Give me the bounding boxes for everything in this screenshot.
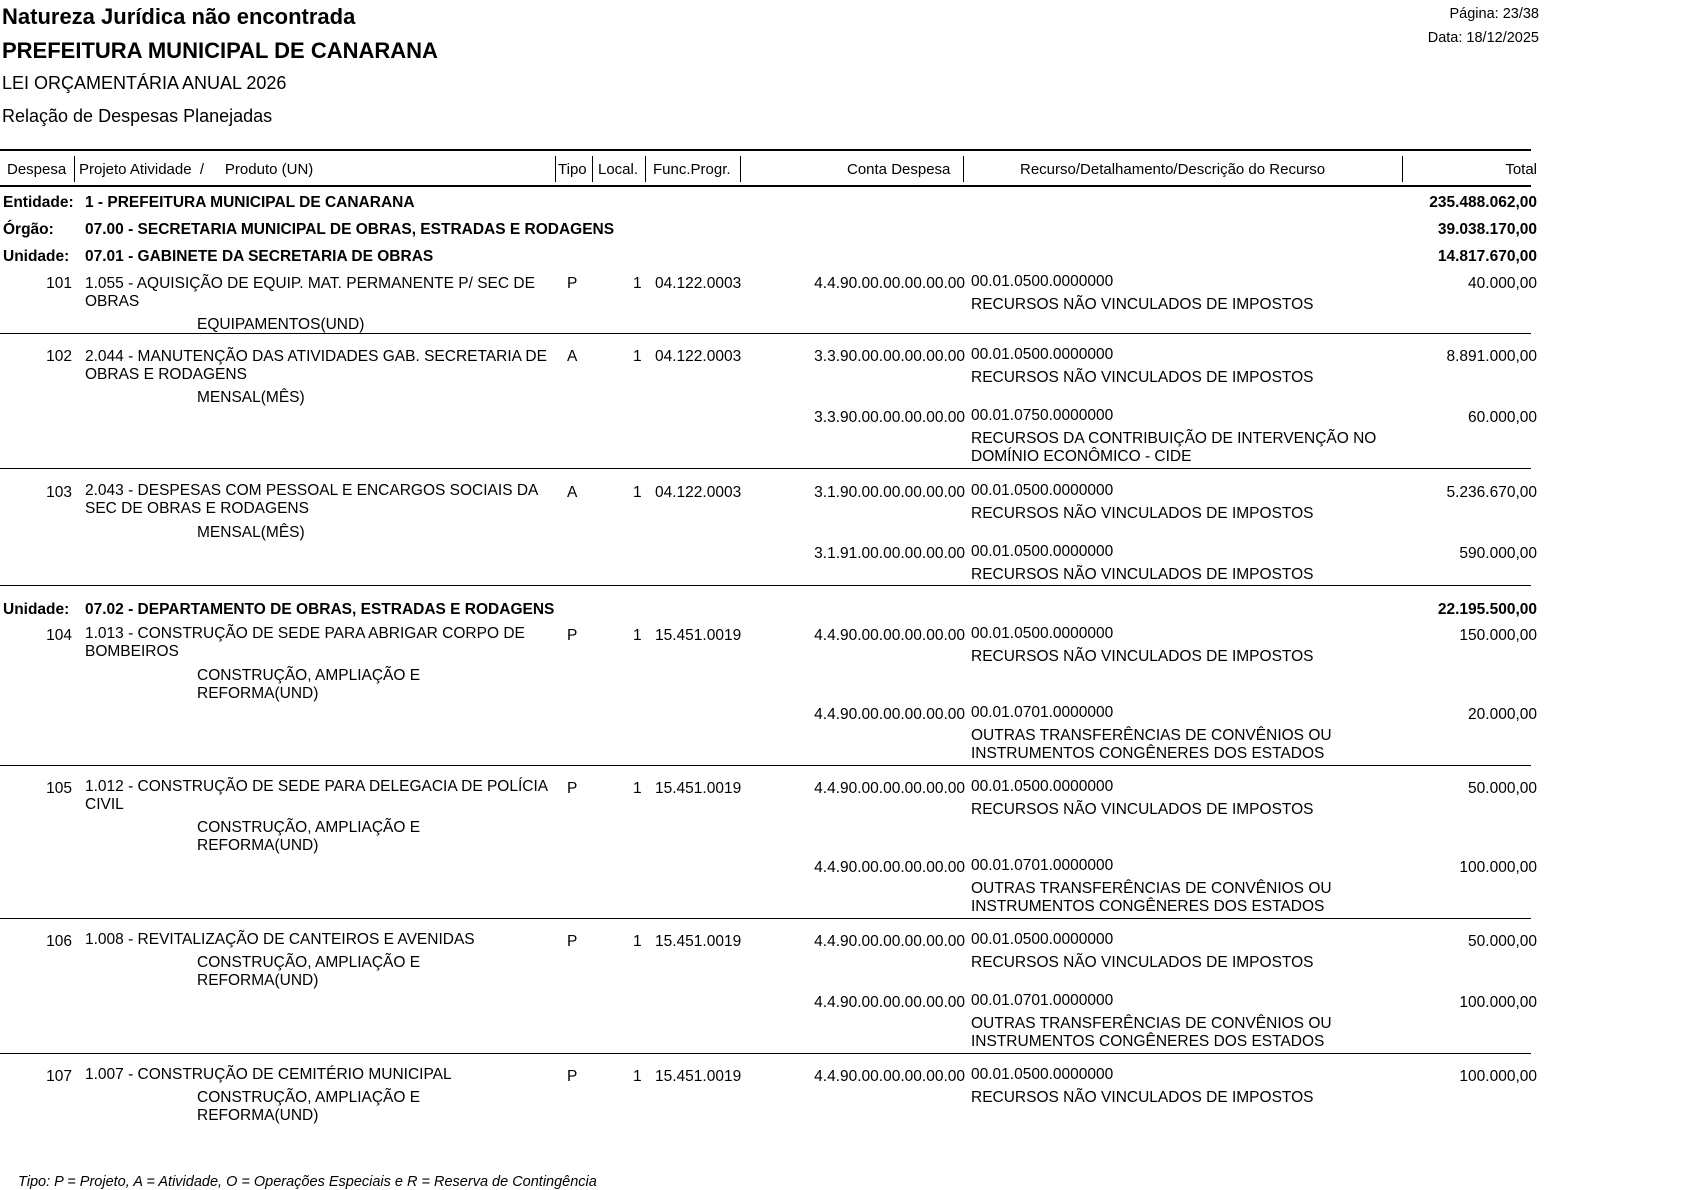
col-header-local: Local. [598,161,639,178]
recurso-code: 00.01.0701.0000000 [971,992,1114,1009]
recurso-description: RECURSOS NÃO VINCULADOS DE IMPOSTOS [971,369,1314,386]
recurso-code: 00.01.0500.0000000 [971,625,1114,642]
recurso-code: 00.01.0500.0000000 [971,543,1114,560]
local-code: 1 [633,780,642,797]
row-separator [0,918,1531,919]
recurso-description: RECURSOS NÃO VINCULADOS DE IMPOSTOS [971,1089,1314,1106]
line-total: 60.000,00 [1468,409,1537,426]
col-divider [74,156,75,182]
func-progr: 15.451.0019 [655,780,742,797]
conta-despesa: 4.4.90.00.00.00.00.00 [814,627,965,644]
line-total: 590.000,00 [1459,545,1537,562]
projeto-description: 1.013 - CONSTRUÇÃO DE SEDE PARA ABRIGAR CORPO DE BOMBEIROS [85,625,525,660]
line-total: 100.000,00 [1459,859,1537,876]
col-header-projeto: Projeto Atividade / Produto (UN) [79,161,314,178]
line-total: 50.000,00 [1468,933,1537,950]
recurso-description: OUTRAS TRANSFERÊNCIAS DE CONVÊNIOS OU INSTRUMENTOS CONGÊNERES DOS ESTADOS [971,727,1332,762]
line-total: 100.000,00 [1459,994,1537,1011]
func-progr: 04.122.0003 [655,484,742,501]
produto-unit: CONSTRUÇÃO, AMPLIAÇÃO E REFORMA(UND) [197,954,421,989]
func-progr: 04.122.0003 [655,348,742,365]
entidade-label: Entidade: [3,194,74,211]
despesa-number: 105 [46,780,72,797]
recurso-description: RECURSOS NÃO VINCULADOS DE IMPOSTOS [971,566,1314,583]
conta-despesa: 3.1.91.00.00.00.00.00 [814,545,965,562]
header-top-rule [0,149,1531,151]
line-total: 8.891.000,00 [1446,348,1537,365]
projeto-description: 1.008 - REVITALIZAÇÃO DE CANTEIROS E AVENIDAS [85,931,475,948]
col-divider [1402,156,1403,182]
recurso-description: RECURSOS NÃO VINCULADOS DE IMPOSTOS [971,954,1314,971]
conta-despesa: 4.4.90.00.00.00.00.00 [814,706,965,723]
despesa-number: 101 [46,275,72,292]
entidade-name: 1 - PREFEITURA MUNICIPAL DE CANARANA [85,194,415,211]
unidade-total: 14.817.670,00 [1437,248,1537,265]
local-code: 1 [633,275,642,292]
row-separator [0,585,1531,586]
municipality-title: PREFEITURA MUNICIPAL DE CANARANA [2,38,438,63]
tipo-code: P [567,780,578,797]
projeto-description: 1.012 - CONSTRUÇÃO DE SEDE PARA DELEGACIA DE POLÍCIA CIVIL [85,778,548,813]
col-divider [740,156,741,182]
tipo-code: P [567,627,578,644]
page-number: Página: 23/38 [1449,6,1539,22]
col-divider [555,156,556,182]
despesa-number: 103 [46,484,72,501]
tipo-legend: Tipo: P = Projeto, A = Atividade, O = Operações Especiais e R = Reserva de Contingência [18,1174,597,1190]
recurso-code: 00.01.0500.0000000 [971,1066,1114,1083]
law-title: LEI ORÇAMENTÁRIA ANUAL 2026 [2,73,287,93]
produto-unit: CONSTRUÇÃO, AMPLIAÇÃO E REFORMA(UND) [197,667,421,702]
conta-despesa: 4.4.90.00.00.00.00.00 [814,994,965,1011]
unidade-total: 22.195.500,00 [1437,601,1537,618]
produto-unit: MENSAL(MÊS) [197,524,305,541]
func-progr: 15.451.0019 [655,1068,742,1085]
conta-despesa: 4.4.90.00.00.00.00.00 [814,1068,965,1085]
col-header-func: Func.Progr. [653,161,731,178]
projeto-description: 2.043 - DESPESAS COM PESSOAL E ENCARGOS SOCIAIS DA SEC DE OBRAS E RODAGENS [85,482,538,517]
col-divider [645,156,646,182]
produto-unit: MENSAL(MÊS) [197,389,305,406]
tipo-code: P [567,275,578,292]
recurso-description: RECURSOS DA CONTRIBUIÇÃO DE INTERVENÇÃO NO DOMÍNIO ECONÔMICO - CIDE [971,430,1377,465]
row-separator [0,1053,1531,1054]
local-code: 1 [633,484,642,501]
orgao-label: Órgão: [3,221,54,238]
col-header-despesa: Despesa [7,161,67,178]
col-header-total: Total [1505,161,1537,178]
row-separator [0,468,1531,469]
tipo-code: A [567,348,578,365]
entidade-total: 235.488.062,00 [1429,194,1537,211]
line-total: 20.000,00 [1468,706,1537,723]
tipo-code: P [567,933,578,950]
func-progr: 15.451.0019 [655,627,742,644]
col-header-conta: Conta Despesa [847,161,951,178]
recurso-code: 00.01.0500.0000000 [971,346,1114,363]
line-total: 40.000,00 [1468,275,1537,292]
unidade-label: Unidade: [3,248,70,265]
despesa-number: 106 [46,933,72,950]
recurso-description: RECURSOS NÃO VINCULADOS DE IMPOSTOS [971,648,1314,665]
recurso-code: 00.01.0701.0000000 [971,857,1114,874]
local-code: 1 [633,1068,642,1085]
recurso-code: 00.01.0500.0000000 [971,482,1114,499]
line-total: 5.236.670,00 [1446,484,1537,501]
func-progr: 15.451.0019 [655,933,742,950]
recurso-code: 00.01.0750.0000000 [971,407,1114,424]
line-total: 100.000,00 [1459,1068,1537,1085]
conta-despesa: 4.4.90.00.00.00.00.00 [814,933,965,950]
despesa-number: 107 [46,1068,72,1085]
unidade-name: 07.01 - GABINETE DA SECRETARIA DE OBRAS [85,248,434,265]
produto-unit: EQUIPAMENTOS(UND) [197,316,365,333]
orgao-total: 39.038.170,00 [1437,221,1537,238]
unidade-label: Unidade: [3,601,70,618]
line-total: 150.000,00 [1459,627,1537,644]
header-bottom-rule [0,185,1531,187]
col-divider [592,156,593,182]
tipo-code: A [567,484,578,501]
unidade-name: 07.02 - DEPARTAMENTO DE OBRAS, ESTRADAS E RODAGENS [85,601,555,618]
conta-despesa: 4.4.90.00.00.00.00.00 [814,275,965,292]
projeto-description: 2.044 - MANUTENÇÃO DAS ATIVIDADES GAB. SECRETARIA DE OBRAS E RODAGENS [85,348,547,383]
local-code: 1 [633,627,642,644]
conta-despesa: 4.4.90.00.00.00.00.00 [814,780,965,797]
local-code: 1 [633,348,642,365]
conta-despesa: 3.1.90.00.00.00.00.00 [814,484,965,501]
recurso-code: 00.01.0500.0000000 [971,778,1114,795]
line-total: 50.000,00 [1468,780,1537,797]
row-separator [0,333,1531,334]
report-date: Data: 18/12/2025 [1427,30,1539,46]
recurso-description: OUTRAS TRANSFERÊNCIAS DE CONVÊNIOS OU INSTRUMENTOS CONGÊNERES DOS ESTADOS [971,1015,1332,1050]
local-code: 1 [633,933,642,950]
orgao-name: 07.00 - SECRETARIA MUNICIPAL DE OBRAS, ESTRADAS E RODAGENS [85,221,615,238]
recurso-description: RECURSOS NÃO VINCULADOS DE IMPOSTOS [971,296,1314,313]
recurso-description: RECURSOS NÃO VINCULADOS DE IMPOSTOS [971,801,1314,818]
recurso-code: 00.01.0500.0000000 [971,931,1114,948]
report-source-title: Natureza Jurídica não encontrada [2,4,356,29]
projeto-description: 1.055 - AQUISIÇÃO DE EQUIP. MAT. PERMANENTE P/ SEC DE OBRAS [85,275,535,310]
despesa-number: 104 [46,627,72,644]
col-divider [963,156,964,182]
produto-unit: CONSTRUÇÃO, AMPLIAÇÃO E REFORMA(UND) [197,819,421,854]
conta-despesa: 4.4.90.00.00.00.00.00 [814,859,965,876]
recurso-code: 00.01.0500.0000000 [971,273,1114,290]
projeto-description: 1.007 - CONSTRUÇÃO DE CEMITÉRIO MUNICIPAL [85,1066,452,1083]
recurso-description: OUTRAS TRANSFERÊNCIAS DE CONVÊNIOS OU INSTRUMENTOS CONGÊNERES DOS ESTADOS [971,880,1332,915]
recurso-description: RECURSOS NÃO VINCULADOS DE IMPOSTOS [971,505,1314,522]
col-header-recurso: Recurso/Detalhamento/Descrição do Recurso [1020,161,1326,178]
func-progr: 04.122.0003 [655,275,742,292]
col-header-tipo: Tipo [558,161,587,178]
produto-unit: CONSTRUÇÃO, AMPLIAÇÃO E REFORMA(UND) [197,1089,421,1124]
conta-despesa: 3.3.90.00.00.00.00.00 [814,409,965,426]
recurso-code: 00.01.0701.0000000 [971,704,1114,721]
report-title: Relação de Despesas Planejadas [2,106,273,126]
conta-despesa: 3.3.90.00.00.00.00.00 [814,348,965,365]
tipo-code: P [567,1068,578,1085]
row-separator [0,765,1531,766]
despesa-number: 102 [46,348,72,365]
